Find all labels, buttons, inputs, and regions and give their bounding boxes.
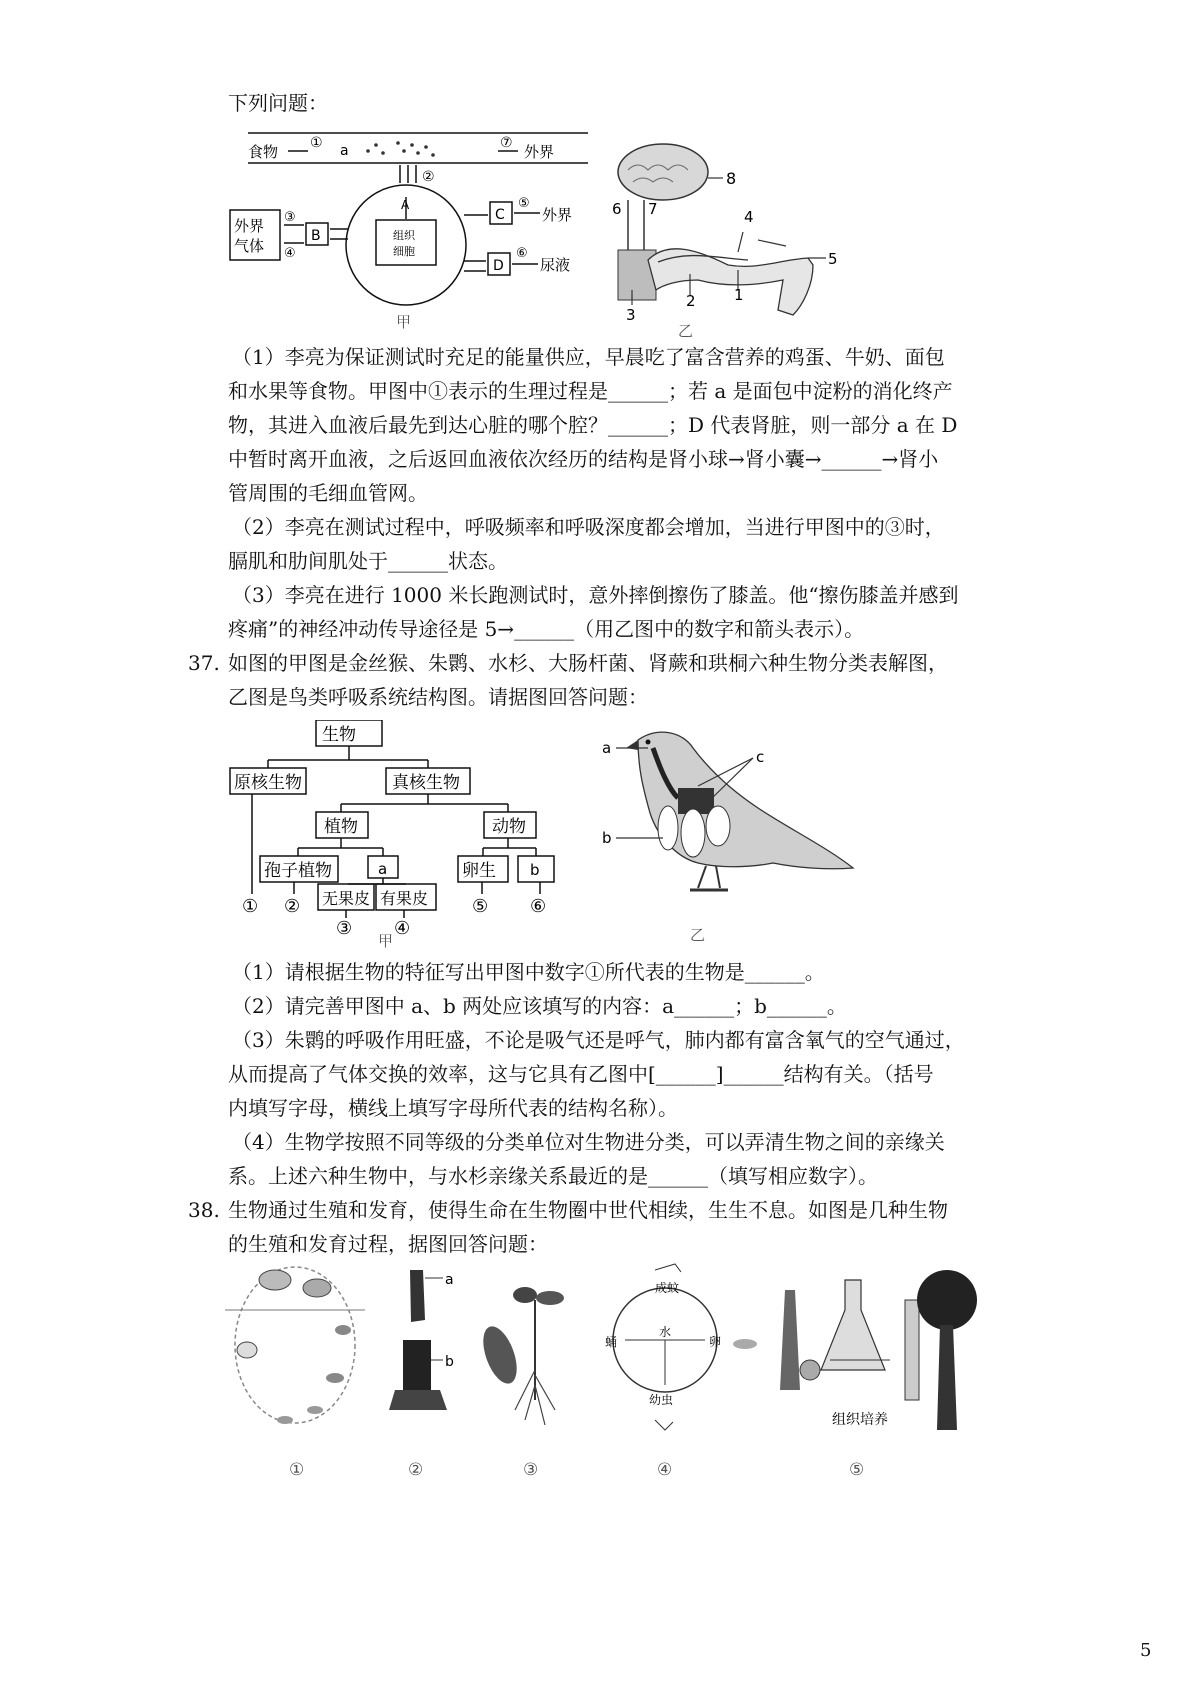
tree-num-3: ③ [336,918,353,939]
tree-blank-a: a [378,860,388,878]
label-cells-2: 细胞 [393,245,415,258]
mosquito-adult: 成蚊 [655,1281,680,1295]
letter-B: B [311,228,321,244]
tree-blank-b: b [530,861,540,879]
tree-eukaryote: 真核生物 [392,773,460,793]
q36-p2-line2: 膈肌和肋间肌处于______状态。 [228,549,508,573]
num-6: ⑥ [516,246,528,261]
mosquito-pupa: 蛹 [605,1335,618,1349]
bird-label-a: a [602,739,612,757]
tree-animal: 动物 [492,817,526,837]
letter-D: D [493,258,504,274]
tissue-culture [780,1270,977,1430]
mosquito-life-cycle [613,1264,757,1430]
figure-bird-respiration [598,718,868,948]
q37-p4-line1: （4）生物学按照不同等级的分类单位对生物进分类，可以弄清生物之间的亲缘关 [232,1130,945,1154]
num-1: ① [310,135,323,151]
repro-caption-2: ② [408,1460,424,1480]
figure-nerve-pathway [608,140,848,340]
label-ext-gas-2: 气体 [234,237,265,255]
intro-tail: 下列问题： [228,91,328,115]
letter-A: A [401,198,410,212]
nerve-label-3: 3 [626,306,636,324]
mosquito-water: 水 [659,1325,672,1339]
q36-p1-line2: 和水果等食物。甲图中①表示的生理过程是______；若 a 是面包中淀粉的消化终产 [228,379,953,403]
num-5: ⑤ [518,196,530,211]
num-2: ② [422,169,435,185]
q37-p4-line2: 系。上述六种生物中，与水杉亲缘关系最近的是______（填写相应数字）。 [228,1164,878,1188]
repro-caption-1: ① [289,1460,305,1480]
label-outside-1: 外界 [524,143,555,161]
caption-jia-1: 甲 [396,313,412,331]
figure-reproduction [225,1260,985,1480]
num-7: ⑦ [500,135,513,151]
q37-p1: （1）请根据生物的特征写出甲图中数字①所代表的生物是______。 [232,960,825,984]
tree-root: 生物 [322,725,356,745]
q36-p3-line2: 疼痛”的神经冲动传导途径是 5→______（用乙图中的数字和箭头表示）。 [228,617,865,641]
frog-life-cycle [225,1267,365,1424]
repro-caption-3: ③ [523,1460,539,1480]
graft-label-b: b [445,1354,454,1370]
q36-p1-line4: 中暂时离开血液，之后返回血液依次经历的结构是肾小球→肾小囊→______→肾小 [228,447,939,471]
tree-oviparous: 卵生 [462,861,496,881]
label-cells-1: 组织 [393,229,415,242]
nerve-label-6: 6 [612,200,622,218]
grafting [389,1270,447,1410]
q36-p2-line1: （2）李亮在测试过程中，呼吸频率和呼吸深度都会增加，当进行甲图中的③时， [232,515,945,539]
caption-jia-2: 甲 [378,932,394,950]
tree-spore-plant: 孢子植物 [264,861,332,881]
caption-yi-1: 乙 [678,322,694,340]
tree-plant: 植物 [324,817,358,837]
q36-p1-line3: 物，其进入血液后最先到达心脏的哪个腔？______；D 代表肾脏，则一部分 a 在 D [228,413,958,437]
tree-num-2: ② [284,896,301,917]
q38-stem-line2: 的生殖和发育过程，据图回答问题： [228,1232,548,1256]
nerve-label-7: 7 [648,200,658,218]
label-urine: 尿液 [540,256,571,274]
bird-label-c: c [756,748,765,766]
tree-num-1: ① [242,896,259,917]
page-number: 5 [1140,1640,1152,1661]
tree-prokaryote: 原核生物 [234,773,302,793]
figure-circulation [228,125,598,340]
figure-classification-tree [228,720,588,950]
mosquito-egg: 卵 [709,1335,722,1349]
num-3: ③ [284,210,296,225]
letter-a: a [340,143,349,159]
graft-label-a: a [445,1272,454,1288]
nerve-label-5: 5 [828,250,838,268]
nerve-label-2: 2 [686,292,696,310]
letter-C: C [495,207,505,223]
label-food: 食物 [248,143,279,161]
q37-stem-line1: 如图的甲图是金丝猴、朱鹮、水杉、大肠杆菌、肾蕨和珙桐六种生物分类表解图， [228,651,948,675]
q36-p1-line1: （1）李亮为保证测试时充足的能量供应，早晨吃了富含营养的鸡蛋、牛奶、面包 [232,345,945,369]
q38-number: 38. [188,1198,220,1222]
num-4: ④ [284,246,296,261]
q37-p3-line3: 内填写字母，横线上填写字母所代表的结构名称）。 [228,1096,678,1120]
tree-num-6: ⑥ [530,896,547,917]
label-outside-2: 外界 [542,206,573,224]
tree-num-4: ④ [394,918,411,939]
q36-p3-line1: （3）李亮在进行 1000 米长跑测试时，意外摔倒擦伤了膝盖。他“擦伤膝盖并感到 [232,583,959,607]
q37-p3-line1: （3）朱鹮的呼吸作用旺盛，不论是吸气还是呼气，肺内都有富含氧气的空气通过， [232,1028,965,1052]
repro-caption-4: ④ [657,1460,673,1480]
repro-caption-5: ⑤ [849,1460,865,1480]
tree-no-pericarp: 无果皮 [322,889,371,908]
q38-stem-line1: 生物通过生殖和发育，使得生命在生物圈中世代相续，生生不息。如图是几种生物 [228,1198,948,1222]
seed-germination [477,1287,564,1425]
q37-number: 37. [188,651,220,675]
q37-stem-line2: 乙图是鸟类呼吸系统结构图。请据图回答问题： [228,685,648,709]
tree-pericarp: 有果皮 [380,889,429,908]
nerve-label-1: 1 [734,286,744,304]
mosquito-larva: 幼虫 [649,1393,674,1407]
tree-num-5: ⑤ [472,896,489,917]
tissue-culture-label: 组织培养 [832,1412,888,1428]
q37-p3-line2: 从而提高了气体交换的效率，这与它具有乙图中[______]______结构有关。（括号 [228,1062,934,1086]
bird-label-b: b [602,829,612,847]
label-ext-gas-1: 外界 [234,217,265,235]
q37-p2: （2）请完善甲图中 a、b 两处应该填写的内容：a______；b______。 [232,994,847,1018]
nerve-label-4: 4 [744,208,754,226]
q36-p1-line5: 管周围的毛细血管网。 [228,481,428,505]
caption-yi-2: 乙 [690,926,706,944]
nerve-label-8: 8 [726,169,737,188]
